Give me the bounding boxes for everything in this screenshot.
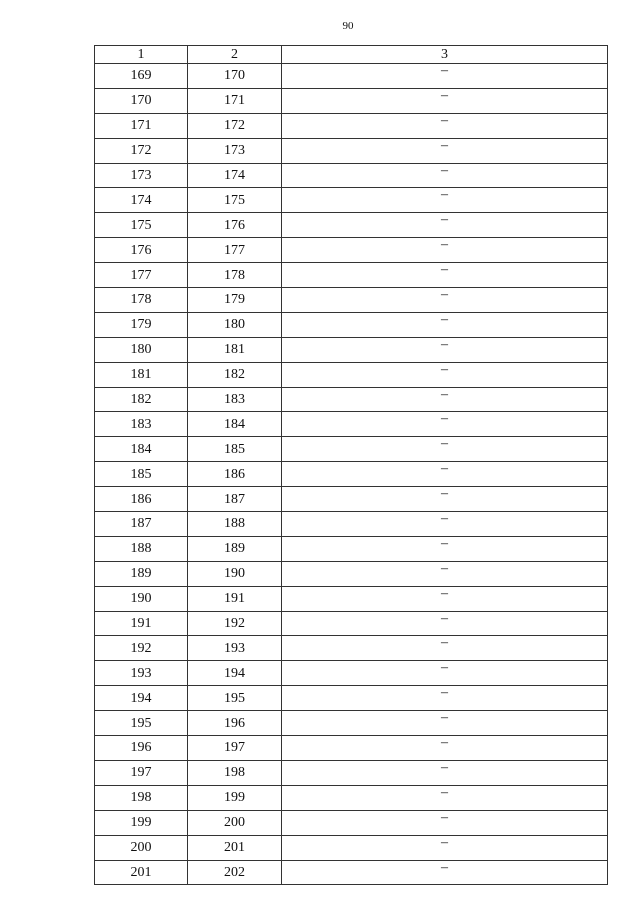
table-cell-col-3: –: [282, 785, 608, 810]
table-cell-col-2: 172: [188, 113, 282, 138]
table-row: [95, 288, 608, 313]
table-cell-col-1: 194: [95, 686, 188, 711]
table-row: [95, 238, 608, 263]
table-cell-col-2: 191: [188, 586, 282, 611]
table-cell-col-3: –: [282, 661, 608, 686]
table-row: [95, 64, 608, 89]
table-cell-col-2: 185: [188, 437, 282, 462]
table-cell-col-3: –: [282, 736, 608, 761]
table-row: [95, 636, 608, 661]
table-cell-col-1: 180: [95, 337, 188, 362]
table-row: [95, 312, 608, 337]
table-cell-col-2: 171: [188, 88, 282, 113]
table-body: [95, 64, 608, 885]
table-row: [95, 512, 608, 537]
table-cell-col-3: –: [282, 760, 608, 785]
table-row: [95, 113, 608, 138]
table-cell-col-3: –: [282, 512, 608, 537]
table-cell-col-3: –: [282, 437, 608, 462]
table-cell-col-3: –: [282, 337, 608, 362]
table-cell-col-2: 197: [188, 736, 282, 761]
table-cell-col-1: 199: [95, 810, 188, 835]
table-cell-col-1: 172: [95, 138, 188, 163]
table-cell-col-3: –: [282, 835, 608, 860]
table-row: [95, 138, 608, 163]
table-cell-col-1: 200: [95, 835, 188, 860]
table-row: [95, 213, 608, 238]
table-cell-col-1: 179: [95, 312, 188, 337]
table-cell-col-1: 189: [95, 561, 188, 586]
table-cell-col-2: 184: [188, 412, 282, 437]
table-cell-col-2: 202: [188, 860, 282, 885]
table-cell-col-2: 199: [188, 785, 282, 810]
table-row: [95, 188, 608, 213]
table-cell-col-2: 181: [188, 337, 282, 362]
table-cell-col-3: –: [282, 387, 608, 412]
table-cell-col-3: –: [282, 487, 608, 512]
table-cell-col-1: 197: [95, 760, 188, 785]
table-cell-col-3: –: [282, 711, 608, 736]
table-cell-col-2: 170: [188, 64, 282, 89]
table-cell-col-2: 200: [188, 810, 282, 835]
table-cell-col-2: 187: [188, 487, 282, 512]
table-row: [95, 810, 608, 835]
table-cell-col-1: 184: [95, 437, 188, 462]
table-cell-col-3: –: [282, 88, 608, 113]
table-cell-col-1: 187: [95, 512, 188, 537]
table-row: [95, 487, 608, 512]
table-row: [95, 263, 608, 288]
table-cell-col-1: 183: [95, 412, 188, 437]
table-cell-col-2: 194: [188, 661, 282, 686]
table-row: [95, 711, 608, 736]
table-cell-col-2: 180: [188, 312, 282, 337]
table-cell-col-1: 198: [95, 785, 188, 810]
page-number: 90: [342, 20, 354, 32]
table-cell-col-1: 178: [95, 288, 188, 313]
table-cell-col-2: 182: [188, 362, 282, 387]
table-row: [95, 337, 608, 362]
table-cell-col-3: –: [282, 810, 608, 835]
table-row: [95, 163, 608, 188]
table-cell-col-2: 189: [188, 536, 282, 561]
table-row: [95, 462, 608, 487]
table-cell-col-1: 188: [95, 536, 188, 561]
table-cell-col-1: 177: [95, 263, 188, 288]
header-row: [95, 46, 608, 64]
table-row: [95, 835, 608, 860]
table-row: [95, 686, 608, 711]
table-cell-col-1: 185: [95, 462, 188, 487]
table-cell-col-3: –: [282, 213, 608, 238]
column-header-1: 1: [95, 46, 188, 64]
table-row: [95, 536, 608, 561]
table-cell-col-1: 174: [95, 188, 188, 213]
column-header-3: 3: [282, 46, 608, 64]
table-cell-col-1: 195: [95, 711, 188, 736]
table-cell-col-1: 181: [95, 362, 188, 387]
table-row: [95, 437, 608, 462]
table-row: [95, 736, 608, 761]
table-cell-col-2: 175: [188, 188, 282, 213]
table-row: [95, 661, 608, 686]
table-cell-col-1: 173: [95, 163, 188, 188]
table-cell-col-3: –: [282, 163, 608, 188]
table-cell-col-1: 190: [95, 586, 188, 611]
table-cell-col-2: 176: [188, 213, 282, 238]
table-cell-col-1: 182: [95, 387, 188, 412]
table-cell-col-1: 186: [95, 487, 188, 512]
table-row: [95, 586, 608, 611]
table-cell-col-1: 171: [95, 113, 188, 138]
table-row: [95, 785, 608, 810]
table-cell-col-2: 201: [188, 835, 282, 860]
table-row: [95, 387, 608, 412]
table-cell-col-2: 183: [188, 387, 282, 412]
table-cell-col-2: 178: [188, 263, 282, 288]
table-cell-col-3: –: [282, 686, 608, 711]
table-cell-col-1: 196: [95, 736, 188, 761]
table-cell-col-2: 188: [188, 512, 282, 537]
table-cell-col-2: 190: [188, 561, 282, 586]
table-cell-col-3: –: [282, 188, 608, 213]
table-cell-col-2: 177: [188, 238, 282, 263]
table-cell-col-3: –: [282, 412, 608, 437]
table-row: [95, 760, 608, 785]
table-cell-col-3: –: [282, 362, 608, 387]
table-row: [95, 611, 608, 636]
table-cell-col-3: –: [282, 611, 608, 636]
table-cell-col-3: –: [282, 64, 608, 89]
table-cell-col-1: 169: [95, 64, 188, 89]
table-cell-col-3: –: [282, 138, 608, 163]
table-row: [95, 561, 608, 586]
table-cell-col-1: 170: [95, 88, 188, 113]
table-cell-col-3: –: [282, 263, 608, 288]
table-cell-col-1: 175: [95, 213, 188, 238]
table-cell-col-3: –: [282, 561, 608, 586]
table-cell-col-2: 179: [188, 288, 282, 313]
table-cell-col-1: 192: [95, 636, 188, 661]
table-cell-col-2: 186: [188, 462, 282, 487]
table-cell-col-3: –: [282, 312, 608, 337]
table-cell-col-3: –: [282, 586, 608, 611]
table-cell-col-1: 193: [95, 661, 188, 686]
table-row: [95, 412, 608, 437]
table-cell-col-3: –: [282, 860, 608, 885]
table-cell-col-2: 174: [188, 163, 282, 188]
table-cell-col-2: 196: [188, 711, 282, 736]
table-cell-col-2: 193: [188, 636, 282, 661]
data-table: [94, 45, 608, 885]
table-row: [95, 362, 608, 387]
table-cell-col-3: –: [282, 113, 608, 138]
table-row: [95, 88, 608, 113]
table-cell-col-2: 198: [188, 760, 282, 785]
table-cell-col-3: –: [282, 238, 608, 263]
table-cell-col-1: 191: [95, 611, 188, 636]
table-cell-col-1: 176: [95, 238, 188, 263]
table-cell-col-3: –: [282, 288, 608, 313]
table-cell-col-2: 173: [188, 138, 282, 163]
table-cell-col-2: 192: [188, 611, 282, 636]
column-header-2: 2: [188, 46, 282, 64]
table-cell-col-3: –: [282, 462, 608, 487]
table-cell-col-3: –: [282, 536, 608, 561]
table-header: [95, 46, 608, 64]
table-cell-col-3: –: [282, 636, 608, 661]
table-cell-col-1: 201: [95, 860, 188, 885]
table-row: [95, 860, 608, 885]
table-cell-col-2: 195: [188, 686, 282, 711]
